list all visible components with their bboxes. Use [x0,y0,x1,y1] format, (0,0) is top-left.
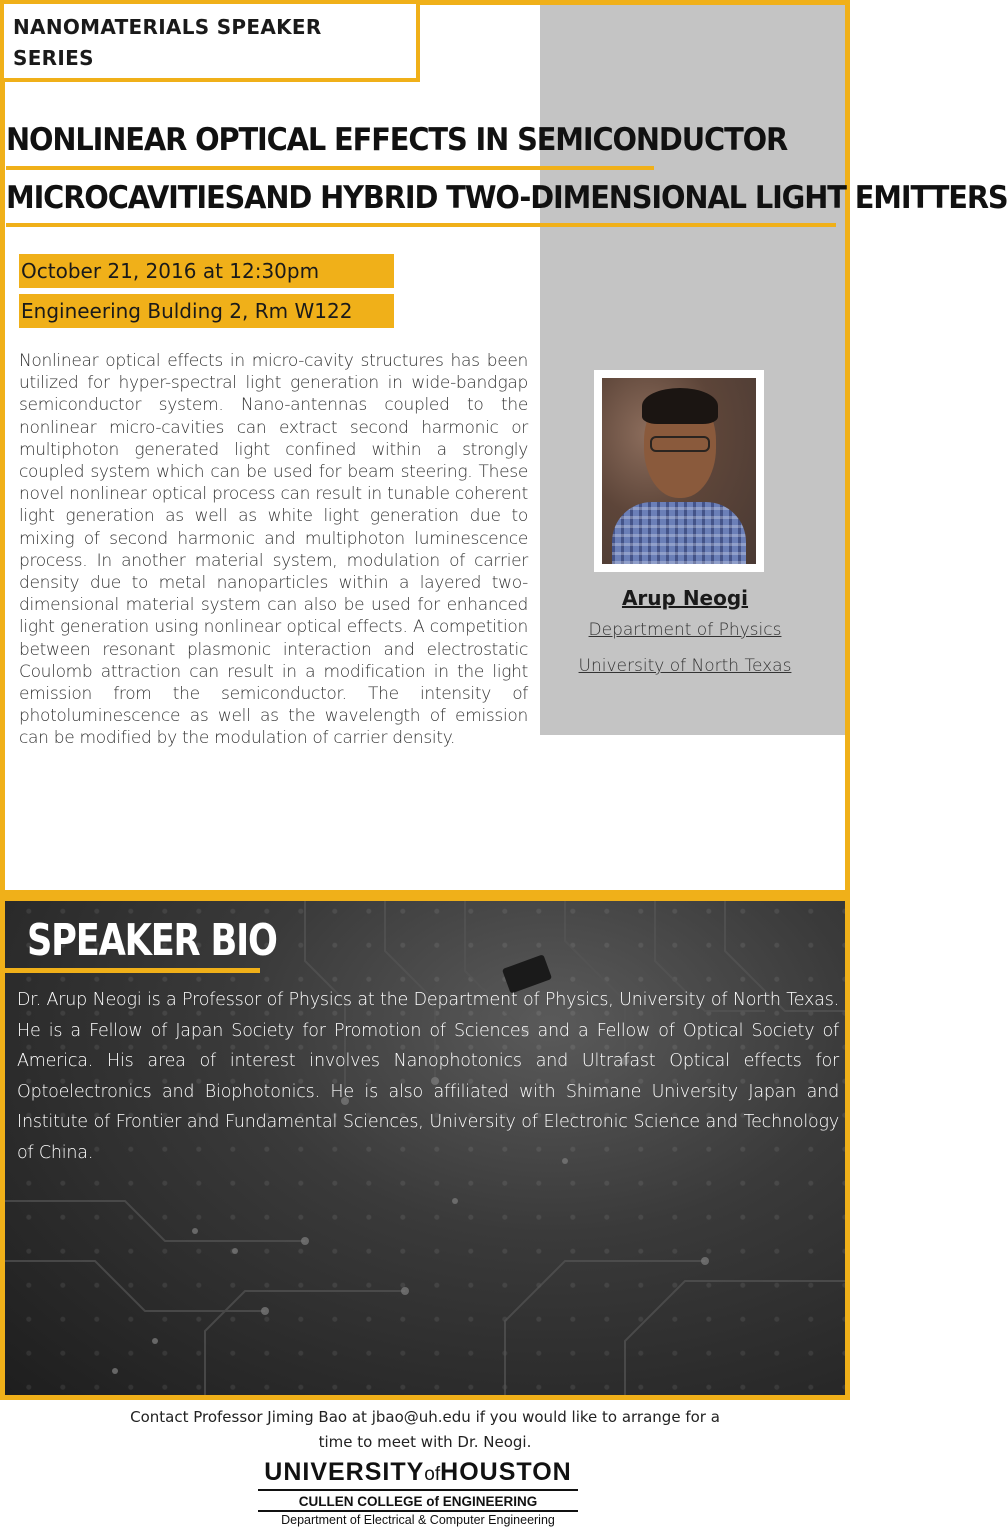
contact-line-1: Contact Professor Jiming Bao at jbao@uh.edu if you would like to arrange for a [130,1408,720,1426]
series-line-1: NANOMATERIALS SPEAKER [13,15,322,39]
speaker-bio-section [0,896,850,1400]
contact-line-2: time to meet with Dr. Neogi. [318,1433,532,1451]
department-name: Department of Electrical & Computer Engineering [281,1513,555,1527]
talk-title-line-1: NONLINEAR OPTICAL EFFECTS IN SEMICONDUCTOR [6,122,788,158]
speaker-photo [602,378,756,564]
event-location: Engineering Bulding 2, Rm W122 [19,294,394,328]
title-underline-1 [6,166,654,170]
speaker-university: University of North Texas [578,656,792,676]
bio-text: Dr. Arup Neogi is a Professor of Physics at the Department of Physics, University of North Texas. He is a Fellow of Japan Society for Promotion of Sciences and a Fellow of Optical Society of America. His area of interest involves Nanophotonics and Ultrafast Optical effects for Optoelectronics and Biophotonics. He is also affiliated with Shimane University Japan and Institute of Frontier and Fundamental Sciences, University of Electronic Science and Technology of China. [17,990,839,1163]
bio-heading: SPEAKER BIO [27,915,277,966]
university-name: UNIVERSITYofHOUSTON [264,1458,572,1486]
speaker-department: Department of Physics [588,620,782,640]
abstract-text: Nonlinear optical effects in micro-cavity structures has been utilized for hyper-spectral light generation in wide-bandgap semiconductor system. Nano-antennas coupled to the nonlinear micro-cavities can extract second harmonic or multiphoton generated light confined within a strongly coupled system which can be used for beam steering. These novel nonlinear optical process can result in tunable coherent light generation as well as white light generation due to mixing of second harmonic and multiphoton luminescence process. In another material system, modulation of carrier density due to metal nanoparticles within a layered two-dimensional material system can also be used for enhanced light generation using nonlinear optical effects. A competition between resonant plasmonic interaction and electrostatic Coulomb attraction can result in a modification in the light emission from the semiconductor. The intensity of photoluminescence as well as the wavelength of emission can be modified by the modulation of carrier density. [19,351,528,749]
college-name: CULLEN COLLEGE of ENGINEERING [298,1494,538,1509]
bio-heading-underline [5,968,260,973]
event-date: October 21, 2016 at 12:30pm [19,254,394,288]
series-label [0,0,420,82]
contact-note [0,1405,850,1455]
university-logo [258,1458,578,1527]
title-underline-2 [6,223,836,227]
talk-title-line-2: MICROCAVITIESAND HYBRID TWO-DIMENSIONAL LIGHT EMITTERS [6,180,1008,216]
speaker-name: Arup Neogi [621,586,749,610]
logo-rule [258,1489,578,1491]
speaker-photo-frame [594,370,764,572]
logo-rule-2 [258,1510,578,1512]
series-line-2: SERIES [13,46,94,70]
